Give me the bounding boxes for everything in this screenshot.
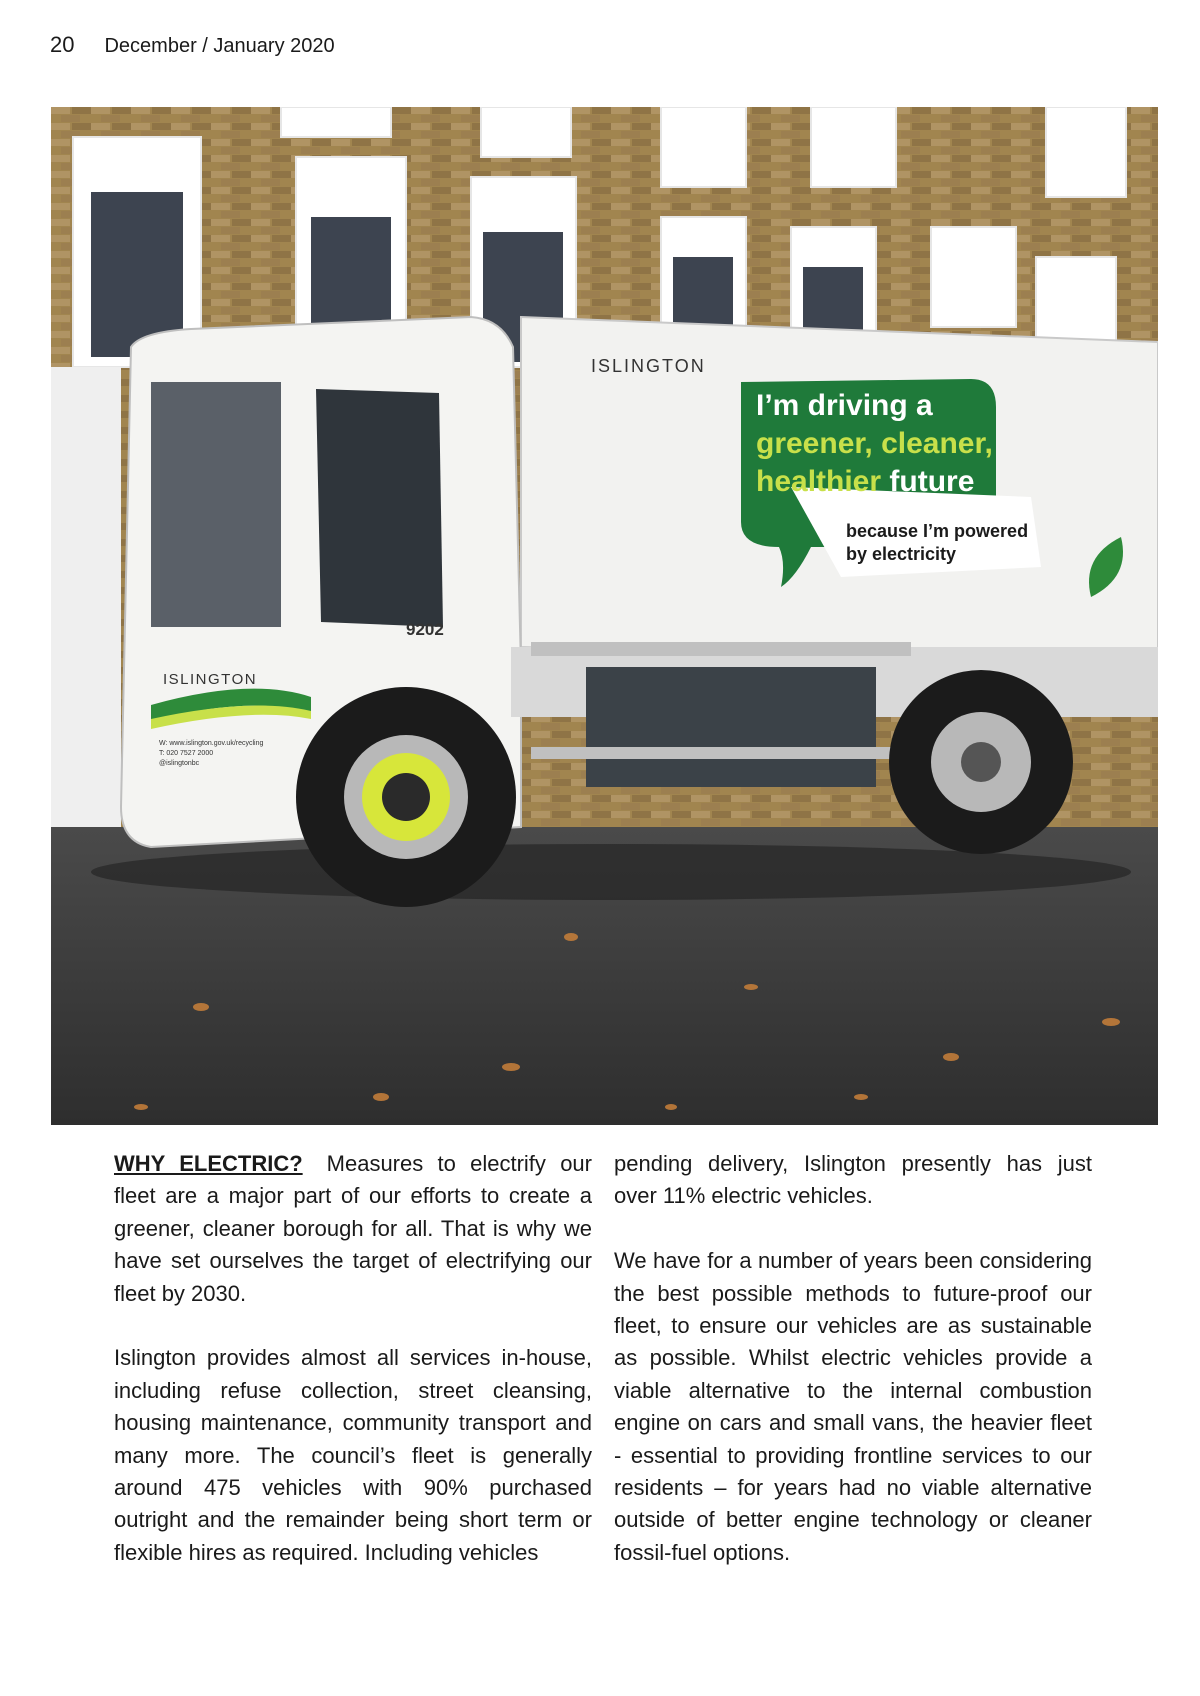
slogan-line-2: greener, cleaner, xyxy=(756,427,993,460)
fleet-number: 9202 xyxy=(406,620,444,639)
battery-pack xyxy=(586,667,876,787)
contact-phone: T: 020 7527 2000 xyxy=(159,750,214,757)
paragraph: Islington provides almost all services in-house, including refuse collection, street cleansing, housing maintenance, community transport and many more. The council’s fleet is generally around 475 vehicles with 90% purchased outright and the remainder being short term or flexible hires as required. Including vehicles xyxy=(114,1345,592,1565)
slogan-sub-1: because I’m powered xyxy=(846,521,1029,541)
cab-door-window xyxy=(316,389,443,627)
truck-illustration xyxy=(51,107,1158,1125)
front-wheel xyxy=(296,687,516,907)
slogan-line-1: I’m driving a xyxy=(756,389,933,422)
article-column-left xyxy=(114,1148,592,1602)
slogan-line-3 xyxy=(756,465,974,498)
rear-wheel xyxy=(889,670,1073,854)
page-number: 20 xyxy=(50,32,75,57)
article-column-right xyxy=(614,1148,1092,1602)
paragraph-text: Measures to electrify our fleet are a major part of our efforts to create a greener, cleaner borough for all. That is why we have set ourselves the target of electrifying our fleet by 2030. xyxy=(114,1151,592,1306)
contact-web: W: www.islington.gov.uk/recycling xyxy=(159,740,264,747)
article-body xyxy=(114,1148,1092,1602)
page-header xyxy=(50,32,335,62)
slogan-line-3-white: future xyxy=(881,465,975,498)
issue-date: December / January 2020 xyxy=(104,35,335,57)
paragraph: We have for a number of years been considering the best possible methods to future-proof our fleet, to ensure our vehicles are as sustainable as possible. Whilst electric vehicles provide a viable alternative to the internal combustion engine on cars and small vans, the heavier fleet - essential to providing frontline services to our residents – for years had no viable alternative outside of better engine technology or cleaner fossil-fuel options. xyxy=(614,1248,1092,1565)
contact-twitter: @islingtonbc xyxy=(159,760,200,767)
cab-brand: ISLINGTON xyxy=(163,671,258,688)
body-brand: ISLINGTON xyxy=(591,356,706,376)
slogan-sub-2: by electricity xyxy=(846,544,957,564)
truck-photo xyxy=(51,107,1158,1125)
paragraph xyxy=(114,1148,592,1310)
lead-heading: WHY ELECTRIC? xyxy=(114,1151,303,1176)
paragraph: pending delivery, Islington presently has just over 11% electric vehicles. xyxy=(614,1151,1092,1209)
slogan-line-3-green: healthier xyxy=(756,465,882,498)
